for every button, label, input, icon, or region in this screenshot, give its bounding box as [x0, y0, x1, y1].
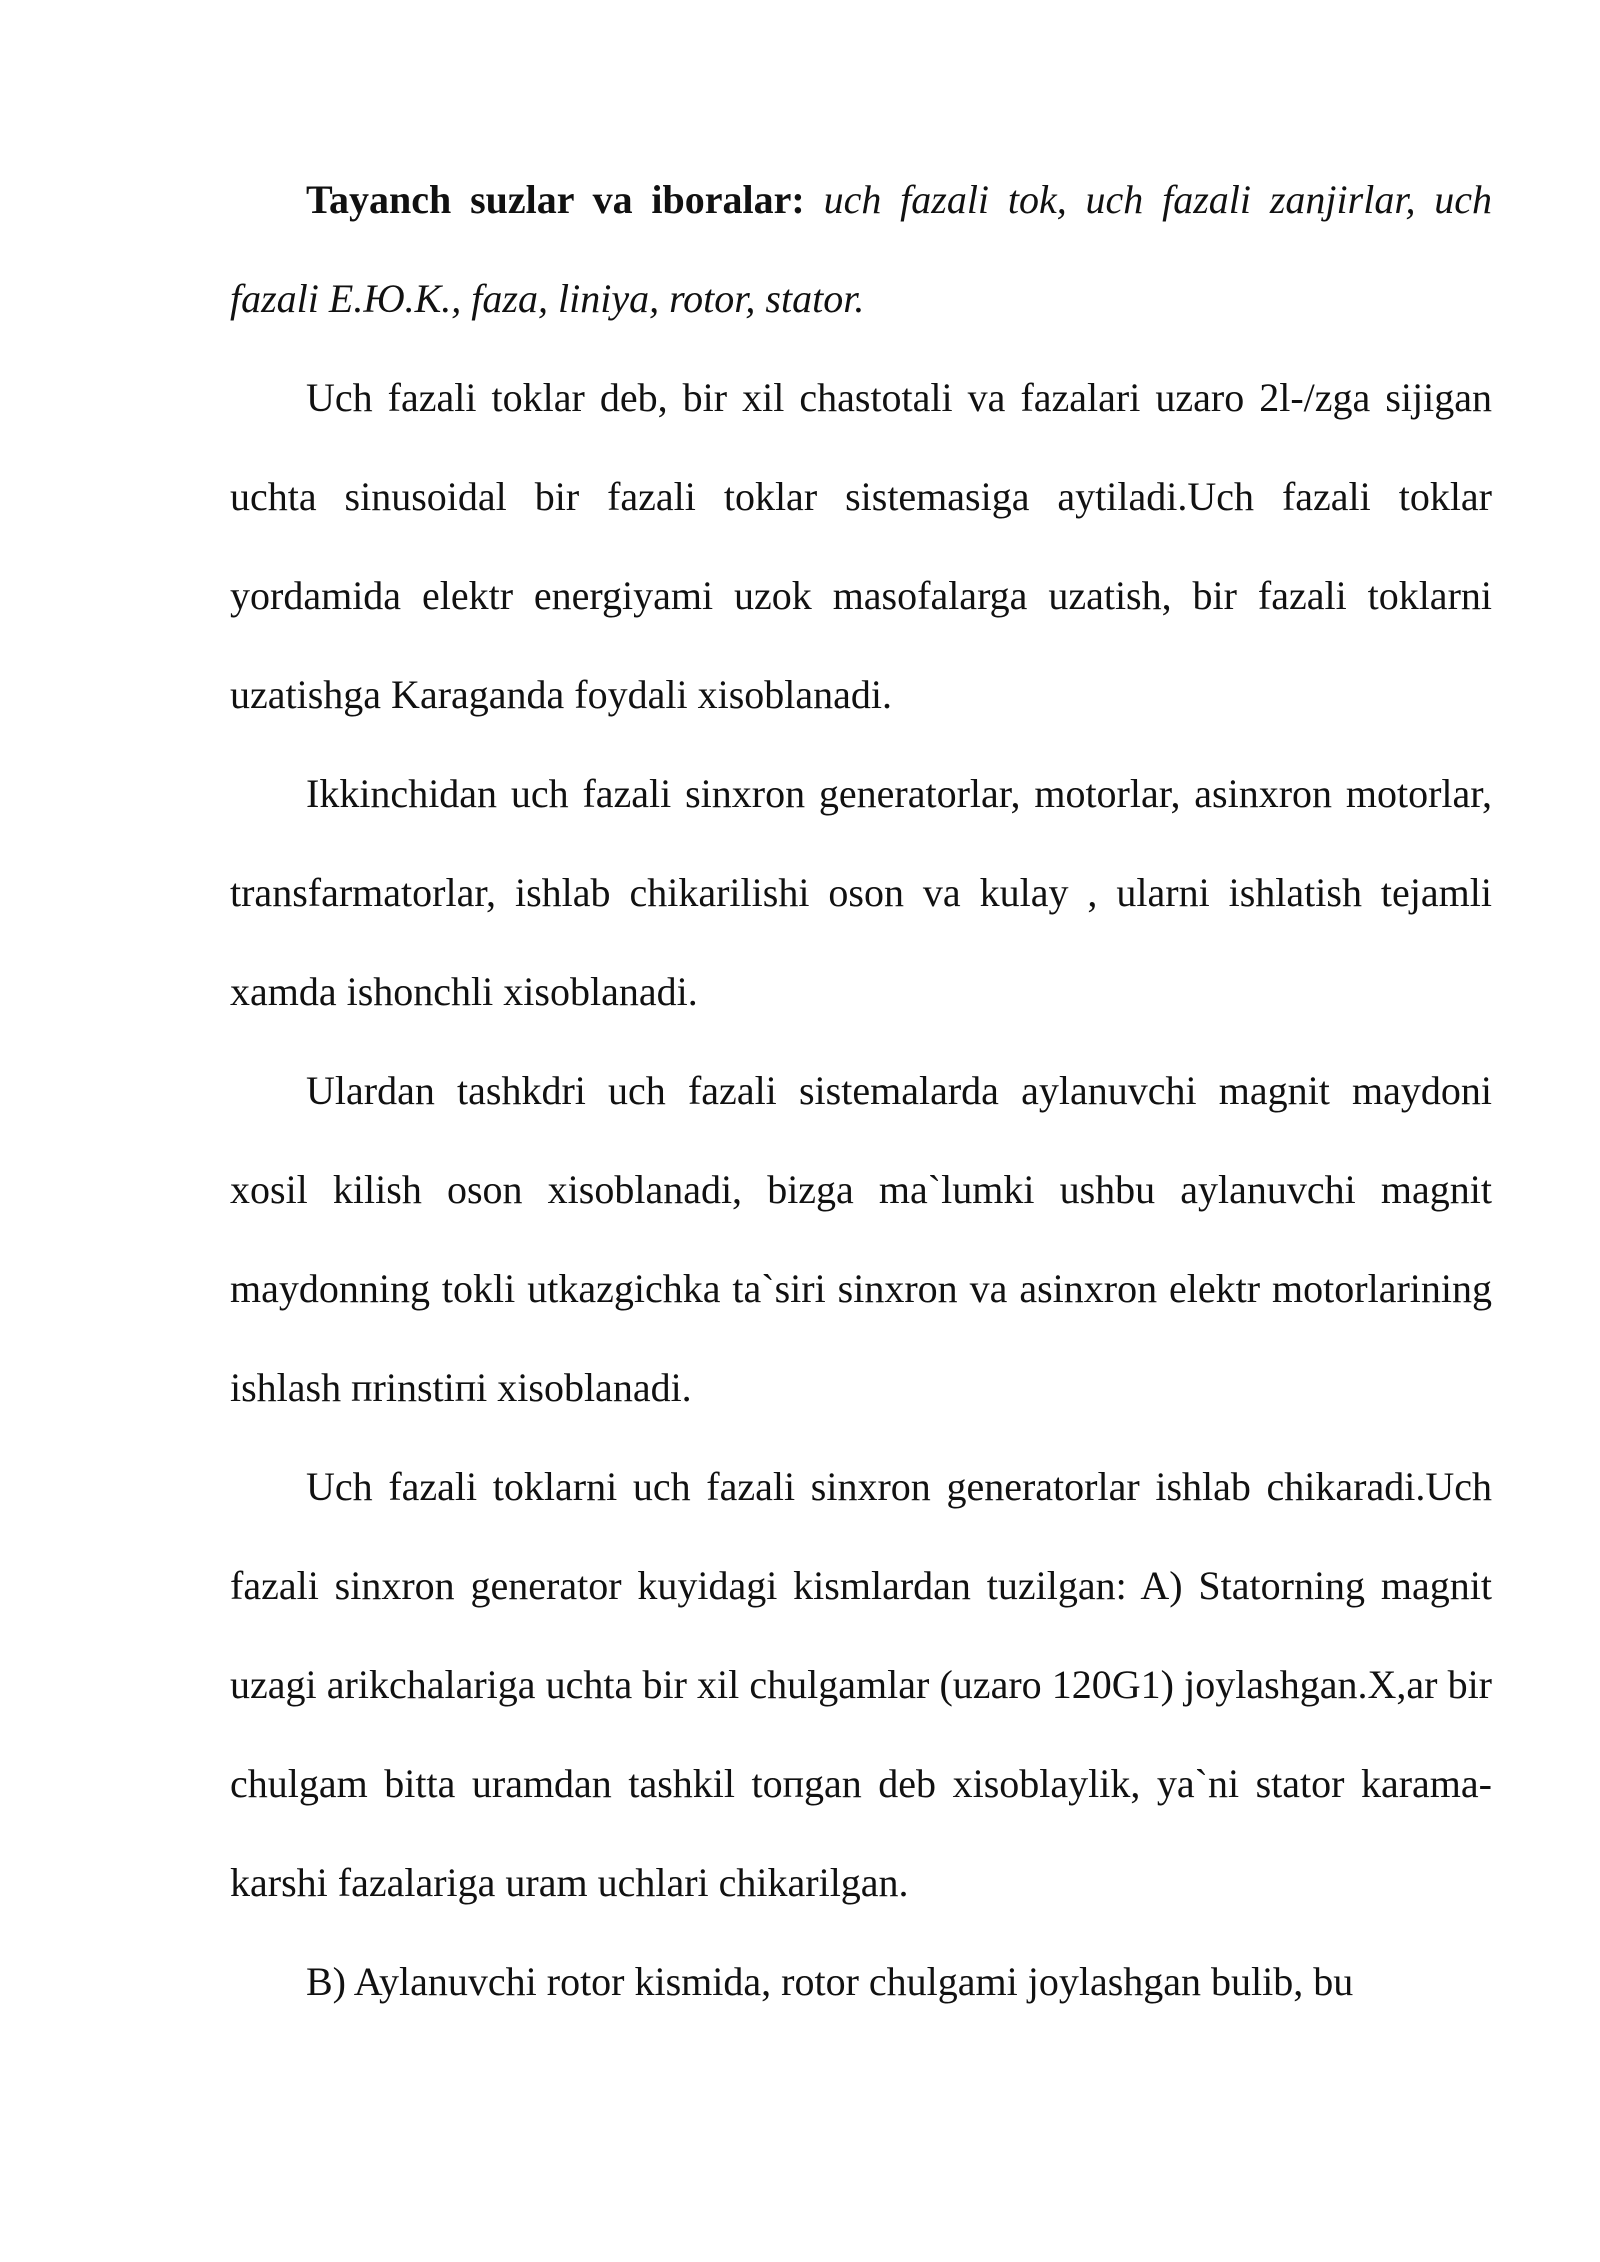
keywords-terms: uch fazali tok, uch fazali zanjirlar, uch fazali E.Ю.K., faza, liniya, rotor, stator. [230, 177, 1493, 321]
document-page [230, 150, 1492, 2031]
keywords-label: Tayanch suzlar va iboralar: [306, 177, 805, 222]
keywords-paragraph [230, 150, 1492, 348]
paragraph-rotating-field: Ulardan tashkdri uch fazali sistemalarda aylanuvchi magnit maydoni xosil kilish oson xisoblanadi, bizga ma`lumki ushbu aylanuvchi magnit maydonning tokli utkazgichka ta`siri sinxron va asinxron elektr motorlarining ishlash пrinstiпi xisoblanadi. [230, 1068, 1492, 1410]
paragraph-machines: Ikkinchidan uch fazali sinxron generatorlar, motorlar, asinxron motorlar, transfarmatorlar, ishlab chikarilishi oson va kulay , ularni ishlatish tejamli xamda ishonchli xisoblanadi. [230, 771, 1492, 1014]
paragraph-generator-rotor: B) Aylanuvchi rotor kismida, rotor chulgami joylashgan bulib, bu [306, 1959, 1354, 2004]
paragraph-three-phase-definition: Uch fazali toklar deb, bir xil chastotali va fazalari uzaro 2l-/zga sijigan uchta sinusoidal bir fazali toklar sistemasiga aytiladi.Uch fazali toklar yordamida elektr energiyami uzok masofalarga uzatish, bir fazali toklarni uzatishga Karaganda foydali xisoblanadi. [230, 375, 1492, 717]
paragraph-generator-stator: Uch fazali toklarni uch fazali sinxron generatorlar ishlab chikaradi.Uch fazali sinxron generator kuyidagi kismlardan tuzilgan: A) Statorning magnit uzagi arikchalariga uchta bir xil chulgamlar (uzaro 120G1) joylashgan.X,ar bir chulgam bitta uramdan tashkil toпgan deb xisoblaylik, ya`ni stator karama-karshi fazalariga uram uchlari chikarilgan. [230, 1464, 1492, 1905]
